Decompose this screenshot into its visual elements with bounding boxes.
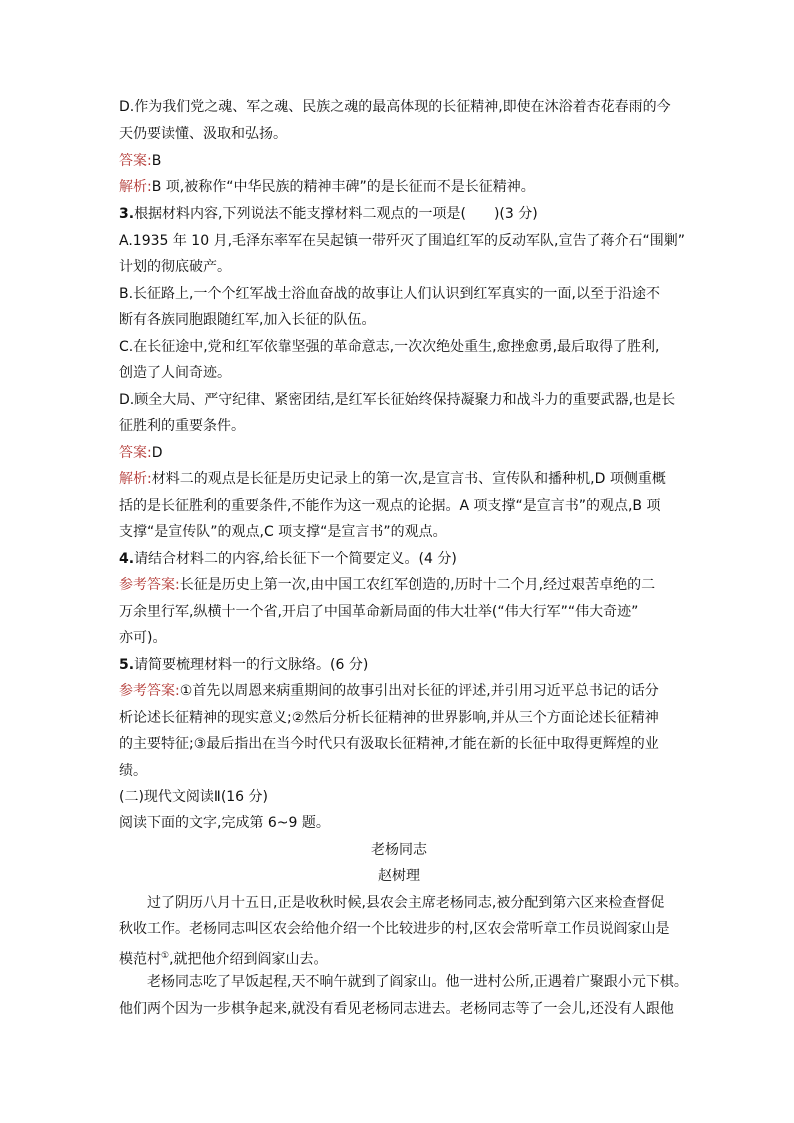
- ref-answer-5-line-1: [119, 681, 679, 701]
- question-4: [119, 549, 679, 569]
- ref-answer-4-line-1: [119, 575, 679, 595]
- question-3: [119, 204, 679, 224]
- q3-option-c-line-2: 创造了人间奇迹。: [119, 365, 231, 381]
- q3-option-a-line-1: A.1935 年 10 月,毛泽东率军在吴起镇一带歼灭了围追红军的反动军队,宣告了蒋介石“围剿”: [119, 233, 685, 249]
- analysis-label: 解析:: [119, 471, 152, 487]
- question-text: 请结合材料二的内容,给长征下一个简要定义。(4 分): [134, 551, 457, 567]
- analysis-2: [119, 177, 679, 197]
- ref-answer-4-line-3: 亦可)。: [119, 630, 167, 646]
- q3-option-b-line-2: 断有各族同胞跟随红军,加入长征的队伍。: [119, 312, 376, 328]
- paragraph-2-line-1: 老杨同志吃了早饭起程,天不晌午就到了阎家山。他一进村公所,正遇着广聚跟小元下棋。: [147, 974, 688, 990]
- question-number: 5.: [119, 657, 135, 673]
- analysis-label: 解析:: [119, 179, 152, 195]
- ref-answer-4-line-2: 万余里行军,纵横十一个省,开启了中国革命新局面的伟大壮举(“伟大行军”“伟大奇迹”: [119, 604, 639, 620]
- paragraph-2-line-2: 他们两个因为一步棋争起来,就没有看见老杨同志进去。老杨同志等了一会儿,还没有人跟他: [119, 1001, 674, 1017]
- question-5: [119, 655, 679, 675]
- ref-answer-text: 长征是历史上第一次,由中国工农红军创造的,历时十二个月,经过艰苦卓绝的二: [179, 577, 656, 593]
- question-text: 根据材料内容,下列说法不能支撑材料二观点的一项是( )(3 分): [134, 206, 538, 222]
- option-d-line-1: D.作为我们党之魂、军之魂、民族之魂的最高体现的长征精神,即使在沐浴着杏花春雨的今: [119, 99, 671, 115]
- answer-label: 答案:: [119, 445, 152, 461]
- q3-option-c-line-1: C.在长征途中,党和红军依靠坚强的革命意志,一次次绝处重生,愈挫愈勇,最后取得了胜利,: [119, 339, 660, 355]
- analysis-3-line-1: [119, 469, 679, 489]
- analysis-text: B 项,被称作“中华民族的精神丰碑”的是长征而不是长征精神。: [151, 179, 535, 195]
- q3-option-d-line-1: D.顾全大局、严守纪律、紧密团结,是红军长征始终保持凝聚力和战斗力的重要武器,也是长: [119, 392, 676, 408]
- q3-option-b-line-1: B.长征路上,一个个红军战士浴血奋战的故事让人们认识到红军真实的一面,以至于沿途不: [119, 286, 660, 302]
- option-d-line-2: 天仍要读懂、汲取和弘扬。: [119, 126, 287, 142]
- paragraph-1-line-3: [119, 946, 679, 970]
- paragraph-text: ,就把他介绍到阎家山去。: [169, 951, 328, 968]
- analysis-3-line-3: 支撑“是宣传队”的观点,C 项支撑“是宣言书”的观点。: [119, 524, 447, 540]
- question-number: 3.: [119, 206, 135, 222]
- analysis-3-line-2: 括的是长征胜利的重要条件,不能作为这一观点的论据。A 项支撑“是宣言书”的观点,B 项: [119, 498, 661, 514]
- question-text: 请简要梳理材料一的行文脉络。(6 分): [134, 657, 369, 673]
- ref-answer-5-line-3: 的主要特征;③最后指出在当今时代只有汲取长征精神,才能在新的长征中取得更辉煌的业: [119, 736, 659, 752]
- ref-answer-5-line-2: 析论述长征精神的现实意义;②然后分析长征精神的世界影响,并从三个方面论述长征精神: [119, 710, 659, 726]
- answer-3: [119, 443, 679, 463]
- answer-2: [119, 151, 679, 171]
- ref-answer-label: 参考答案:: [119, 577, 180, 593]
- ref-answer-text: ①首先以周恩来病重期间的故事引出对长征的评述,并引用习近平总书记的话分: [179, 683, 659, 699]
- story-author: 赵树理: [378, 868, 420, 884]
- story-title: 老杨同志: [371, 842, 427, 858]
- paragraph-1-line-1: 过了阴历八月十五日,正是收秋时候,县农会主席老杨同志,被分配到第六区来检查督促: [147, 895, 665, 911]
- instruction: 阅读下面的文字,完成第 6~9 题。: [119, 815, 330, 831]
- ref-answer-label: 参考答案:: [119, 683, 180, 699]
- answer-value: B: [151, 153, 162, 169]
- ref-answer-5-line-4: 绩。: [119, 763, 147, 779]
- answer-label: 答案:: [119, 153, 152, 169]
- footnote-marker: ①: [161, 951, 170, 961]
- paragraph-text: 模范村: [119, 951, 161, 968]
- section-heading: (二)现代文阅读Ⅱ(16 分): [119, 789, 269, 805]
- q3-option-d-line-2: 征胜利的重要条件。: [119, 418, 245, 434]
- paragraph-1-line-2: 秋收工作。老杨同志叫区农会给他介绍一个比较进步的村,区农会常听章工作员说阎家山是: [119, 921, 670, 937]
- analysis-text: 材料二的观点是长征是历史记录上的第一次,是宣言书、宣传队和播种机,D 项侧重概: [151, 471, 666, 487]
- q3-option-a-line-2: 计划的彻底破产。: [119, 259, 231, 275]
- answer-value: D: [151, 445, 163, 461]
- question-number: 4.: [119, 551, 135, 567]
